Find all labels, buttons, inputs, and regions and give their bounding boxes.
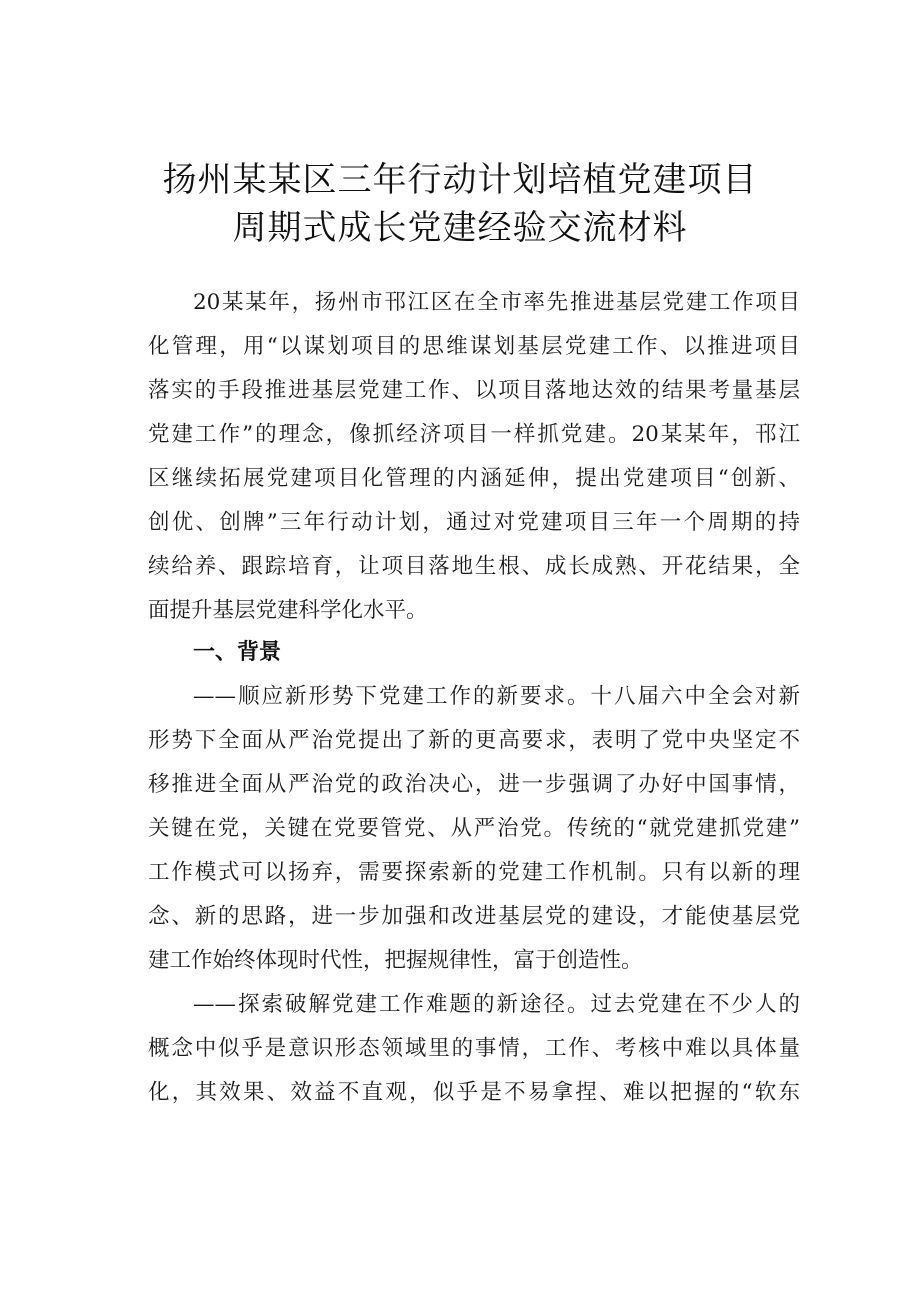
intro-line: 20某某年，扬州市邗江区在全市率先推进基层党建工作项目 (193, 290, 800, 315)
document-title-line-1: 扬州某某区三年行动计划培植党建项目 (162, 160, 758, 200)
intro-line: 续给养、跟踪培育，让项目落地生根、成长成熟、开花结果，全 (148, 554, 800, 579)
paragraph-1-line: ——顺应新形势下党建工作的新要求。十八届六中全会对新 (193, 684, 800, 709)
paragraph-2-line: ——探索破解党建工作难题的新途径。过去党建在不少人的 (193, 992, 800, 1017)
intro-line: 落实的手段推进基层党建工作、以项目落地达效的结果考量基层 (148, 378, 800, 403)
intro-line: 化管理，用“以谋划项目的思维谋划基层党建工作、以推进项目 (148, 334, 800, 359)
paragraph-1-line: 关键在党，关键在党要管党、从严治党。传统的“就党建抓党建” (148, 816, 800, 841)
section-heading-background: 一、背景 (193, 640, 282, 665)
intro-line: 创优、创牌”三年行动计划，通过对党建项目三年一个周期的持 (148, 510, 800, 535)
paragraph-1-line: 形势下全面从严治党提出了新的更高要求，表明了党中央坚定不 (148, 728, 800, 753)
document-title-line-2: 周期式成长党建经验交流材料 (232, 208, 688, 248)
paragraph-1-line: 移推进全面从严治党的政治决心，进一步强调了办好中国事情， (148, 772, 800, 797)
paragraph-2-line: 化，其效果、效益不直观，似乎是不易拿捏、难以把握的“软东 (148, 1080, 800, 1105)
intro-line: 面提升基层党建科学化水平。 (148, 598, 428, 623)
paragraph-1-line: 念、新的思路，进一步加强和改进基层党的建设，才能使基层党 (148, 904, 800, 929)
paragraph-1-line: 建工作始终体现时代性，把握规律性，富于创造性。 (148, 948, 643, 973)
paragraph-2-line: 概念中似乎是意识形态领域里的事情，工作、考核中难以具体量 (148, 1036, 800, 1061)
intro-line: 区继续拓展党建项目化管理的内涵延伸，提出党建项目“创新、 (148, 466, 800, 491)
intro-line: 党建工作”的理念，像抓经济项目一样抓党建。20某某年，邗江 (148, 422, 800, 447)
paragraph-1-line: 工作模式可以扬弃，需要探索新的党建工作机制。只有以新的理 (148, 860, 800, 885)
